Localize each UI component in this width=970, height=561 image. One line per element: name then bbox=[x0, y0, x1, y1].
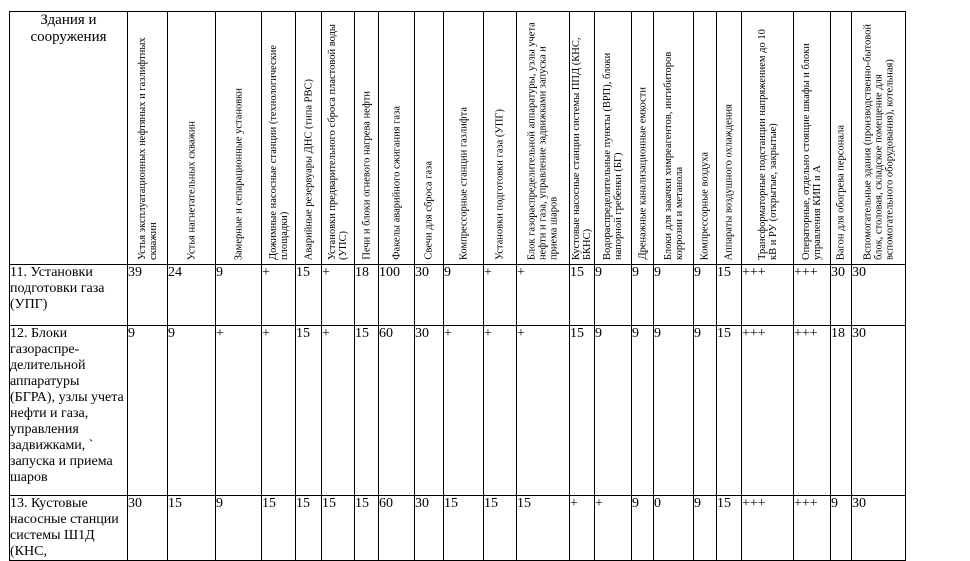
table-cell: 100 bbox=[379, 265, 415, 326]
table-cell: 9 bbox=[632, 326, 654, 496]
table-cell: 39 bbox=[128, 265, 168, 326]
table-cell: 15 bbox=[570, 265, 595, 326]
table-cell: 15 bbox=[296, 326, 322, 496]
column-header: Свечи для сброса газа bbox=[415, 12, 444, 265]
column-header: Блоки для закачки химреагентов, ингибиторов коррозии и метанола bbox=[654, 12, 694, 265]
column-header: Трансформаторные подстанции напряжением до 10 кВ и РУ (открытые, закрытые) bbox=[742, 12, 794, 265]
column-header: Кустовые насосные станции системы ППД (КНС, БКНС) bbox=[570, 12, 595, 265]
column-header: Печи и блоки огневого нагрева нефти bbox=[355, 12, 379, 265]
column-header: Операторные, отдельно стоящие шкафы и блоки управления КИП и А bbox=[794, 12, 831, 265]
table-cell: 9 bbox=[595, 326, 632, 496]
table-cell: + bbox=[517, 326, 570, 496]
table-cell: 9 bbox=[444, 265, 484, 326]
table-cell: + bbox=[570, 496, 595, 561]
table-cell: 9 bbox=[216, 265, 262, 326]
table-row bbox=[10, 326, 906, 496]
table-cell: 9 bbox=[595, 265, 632, 326]
table-cell: + bbox=[262, 326, 296, 496]
table-cell: 30 bbox=[852, 496, 906, 561]
table-cell: 9 bbox=[168, 326, 216, 496]
table-row bbox=[10, 265, 906, 326]
table-cell: 9 bbox=[694, 265, 717, 326]
column-header: Блок газораспределительной аппаратуры, узлы учета нефти и газа, управление задвижками запуска и приема шаров bbox=[517, 12, 570, 265]
column-header: Установки подготовки газа (УПГ) bbox=[484, 12, 517, 265]
column-header: Установки предварительного сброса пластовой воды (УПС) bbox=[322, 12, 355, 265]
column-header: Компрессорные станции газлифта bbox=[444, 12, 484, 265]
column-header: Факелы аварийного сжигания газа bbox=[379, 12, 415, 265]
column-header: Аварийные резервуары ДНС (типа РВС) bbox=[296, 12, 322, 265]
column-header: Водораспределительные пункты (ВРП), блоки напорной гребенки (БГ) bbox=[595, 12, 632, 265]
table-cell: 15 bbox=[717, 265, 742, 326]
table-cell: 30 bbox=[415, 326, 444, 496]
table-cell: 30 bbox=[831, 265, 852, 326]
table-cell: 15 bbox=[517, 496, 570, 561]
column-header: Устья нагнетательных скважин bbox=[168, 12, 216, 265]
column-header: Дожимные насосные станции (технологические площадки) bbox=[262, 12, 296, 265]
table-cell: 9 bbox=[694, 496, 717, 561]
table-cell: 15 bbox=[717, 496, 742, 561]
table-cell: 15 bbox=[262, 496, 296, 561]
column-header: Устья эксплуатационных нефтяных и газлифтных скважин bbox=[128, 12, 168, 265]
row-name: 11. Установки подготовки газа (УПГ) bbox=[10, 265, 128, 326]
column-header: Аппараты воздушного охлаждения bbox=[717, 12, 742, 265]
row-name: 12. Блоки газораспре-делительной аппаратуры (БГРА), узлы учета нефти и газа, управления задвижками, ` запуска и приема шаров bbox=[10, 326, 128, 496]
table-cell: 30 bbox=[852, 265, 906, 326]
table-cell: 15 bbox=[484, 496, 517, 561]
table-cell: +++ bbox=[742, 326, 794, 496]
column-header: Дренажные канализационные емкости bbox=[632, 12, 654, 265]
header-row bbox=[10, 12, 906, 265]
table-cell: 15 bbox=[570, 326, 595, 496]
table-cell: 9 bbox=[632, 265, 654, 326]
table-cell: 30 bbox=[128, 496, 168, 561]
table-cell: + bbox=[216, 326, 262, 496]
table-cell: 30 bbox=[852, 326, 906, 496]
column-header: Замерные и сепарационные установки bbox=[216, 12, 262, 265]
table-cell: 18 bbox=[831, 326, 852, 496]
table-cell: 9 bbox=[216, 496, 262, 561]
table-cell: 9 bbox=[654, 326, 694, 496]
table-cell: 15 bbox=[355, 496, 379, 561]
distance-table bbox=[9, 11, 906, 561]
table-cell: + bbox=[484, 326, 517, 496]
table-cell: 15 bbox=[296, 265, 322, 326]
table-cell: +++ bbox=[742, 496, 794, 561]
table-cell: 24 bbox=[168, 265, 216, 326]
row-name: 13. Кустовые насосные станции системы Ш1Д (КНС, bbox=[10, 496, 128, 561]
table-cell: + bbox=[322, 326, 355, 496]
table-cell: 60 bbox=[379, 496, 415, 561]
table-cell: +++ bbox=[742, 265, 794, 326]
table-row bbox=[10, 496, 906, 561]
table-cell: + bbox=[444, 326, 484, 496]
table-cell: 18 bbox=[355, 265, 379, 326]
table-cell: +++ bbox=[794, 265, 831, 326]
table-cell: 15 bbox=[444, 496, 484, 561]
table-cell: 9 bbox=[632, 496, 654, 561]
table-cell: +++ bbox=[794, 326, 831, 496]
table-cell: 30 bbox=[415, 496, 444, 561]
table-cell: 9 bbox=[654, 265, 694, 326]
table-cell: 0 bbox=[654, 496, 694, 561]
table-cell: 15 bbox=[322, 496, 355, 561]
table-cell: 9 bbox=[831, 496, 852, 561]
column-header: Вагон для обогрева персонала bbox=[831, 12, 852, 265]
table-cell: + bbox=[322, 265, 355, 326]
column-header: Компрессорные воздуха bbox=[694, 12, 717, 265]
column-header: Вспомогательные здания (производственно-бытовой блок, столовая, складское помещение для вспомогательного оборудования), котельная) bbox=[852, 12, 906, 265]
table-cell: 30 bbox=[415, 265, 444, 326]
table-cell: + bbox=[517, 265, 570, 326]
table-cell: 15 bbox=[296, 496, 322, 561]
table-cell: 9 bbox=[128, 326, 168, 496]
table-cell: + bbox=[484, 265, 517, 326]
table-cell: + bbox=[262, 265, 296, 326]
table-cell: 60 bbox=[379, 326, 415, 496]
table-cell: + bbox=[595, 496, 632, 561]
table-cell: 15 bbox=[717, 326, 742, 496]
table-cell: 15 bbox=[355, 326, 379, 496]
table-cell: 9 bbox=[694, 326, 717, 496]
table-cell: 15 bbox=[168, 496, 216, 561]
table-cell: +++ bbox=[794, 496, 831, 561]
corner-header: Здания и сооружения bbox=[10, 12, 128, 265]
